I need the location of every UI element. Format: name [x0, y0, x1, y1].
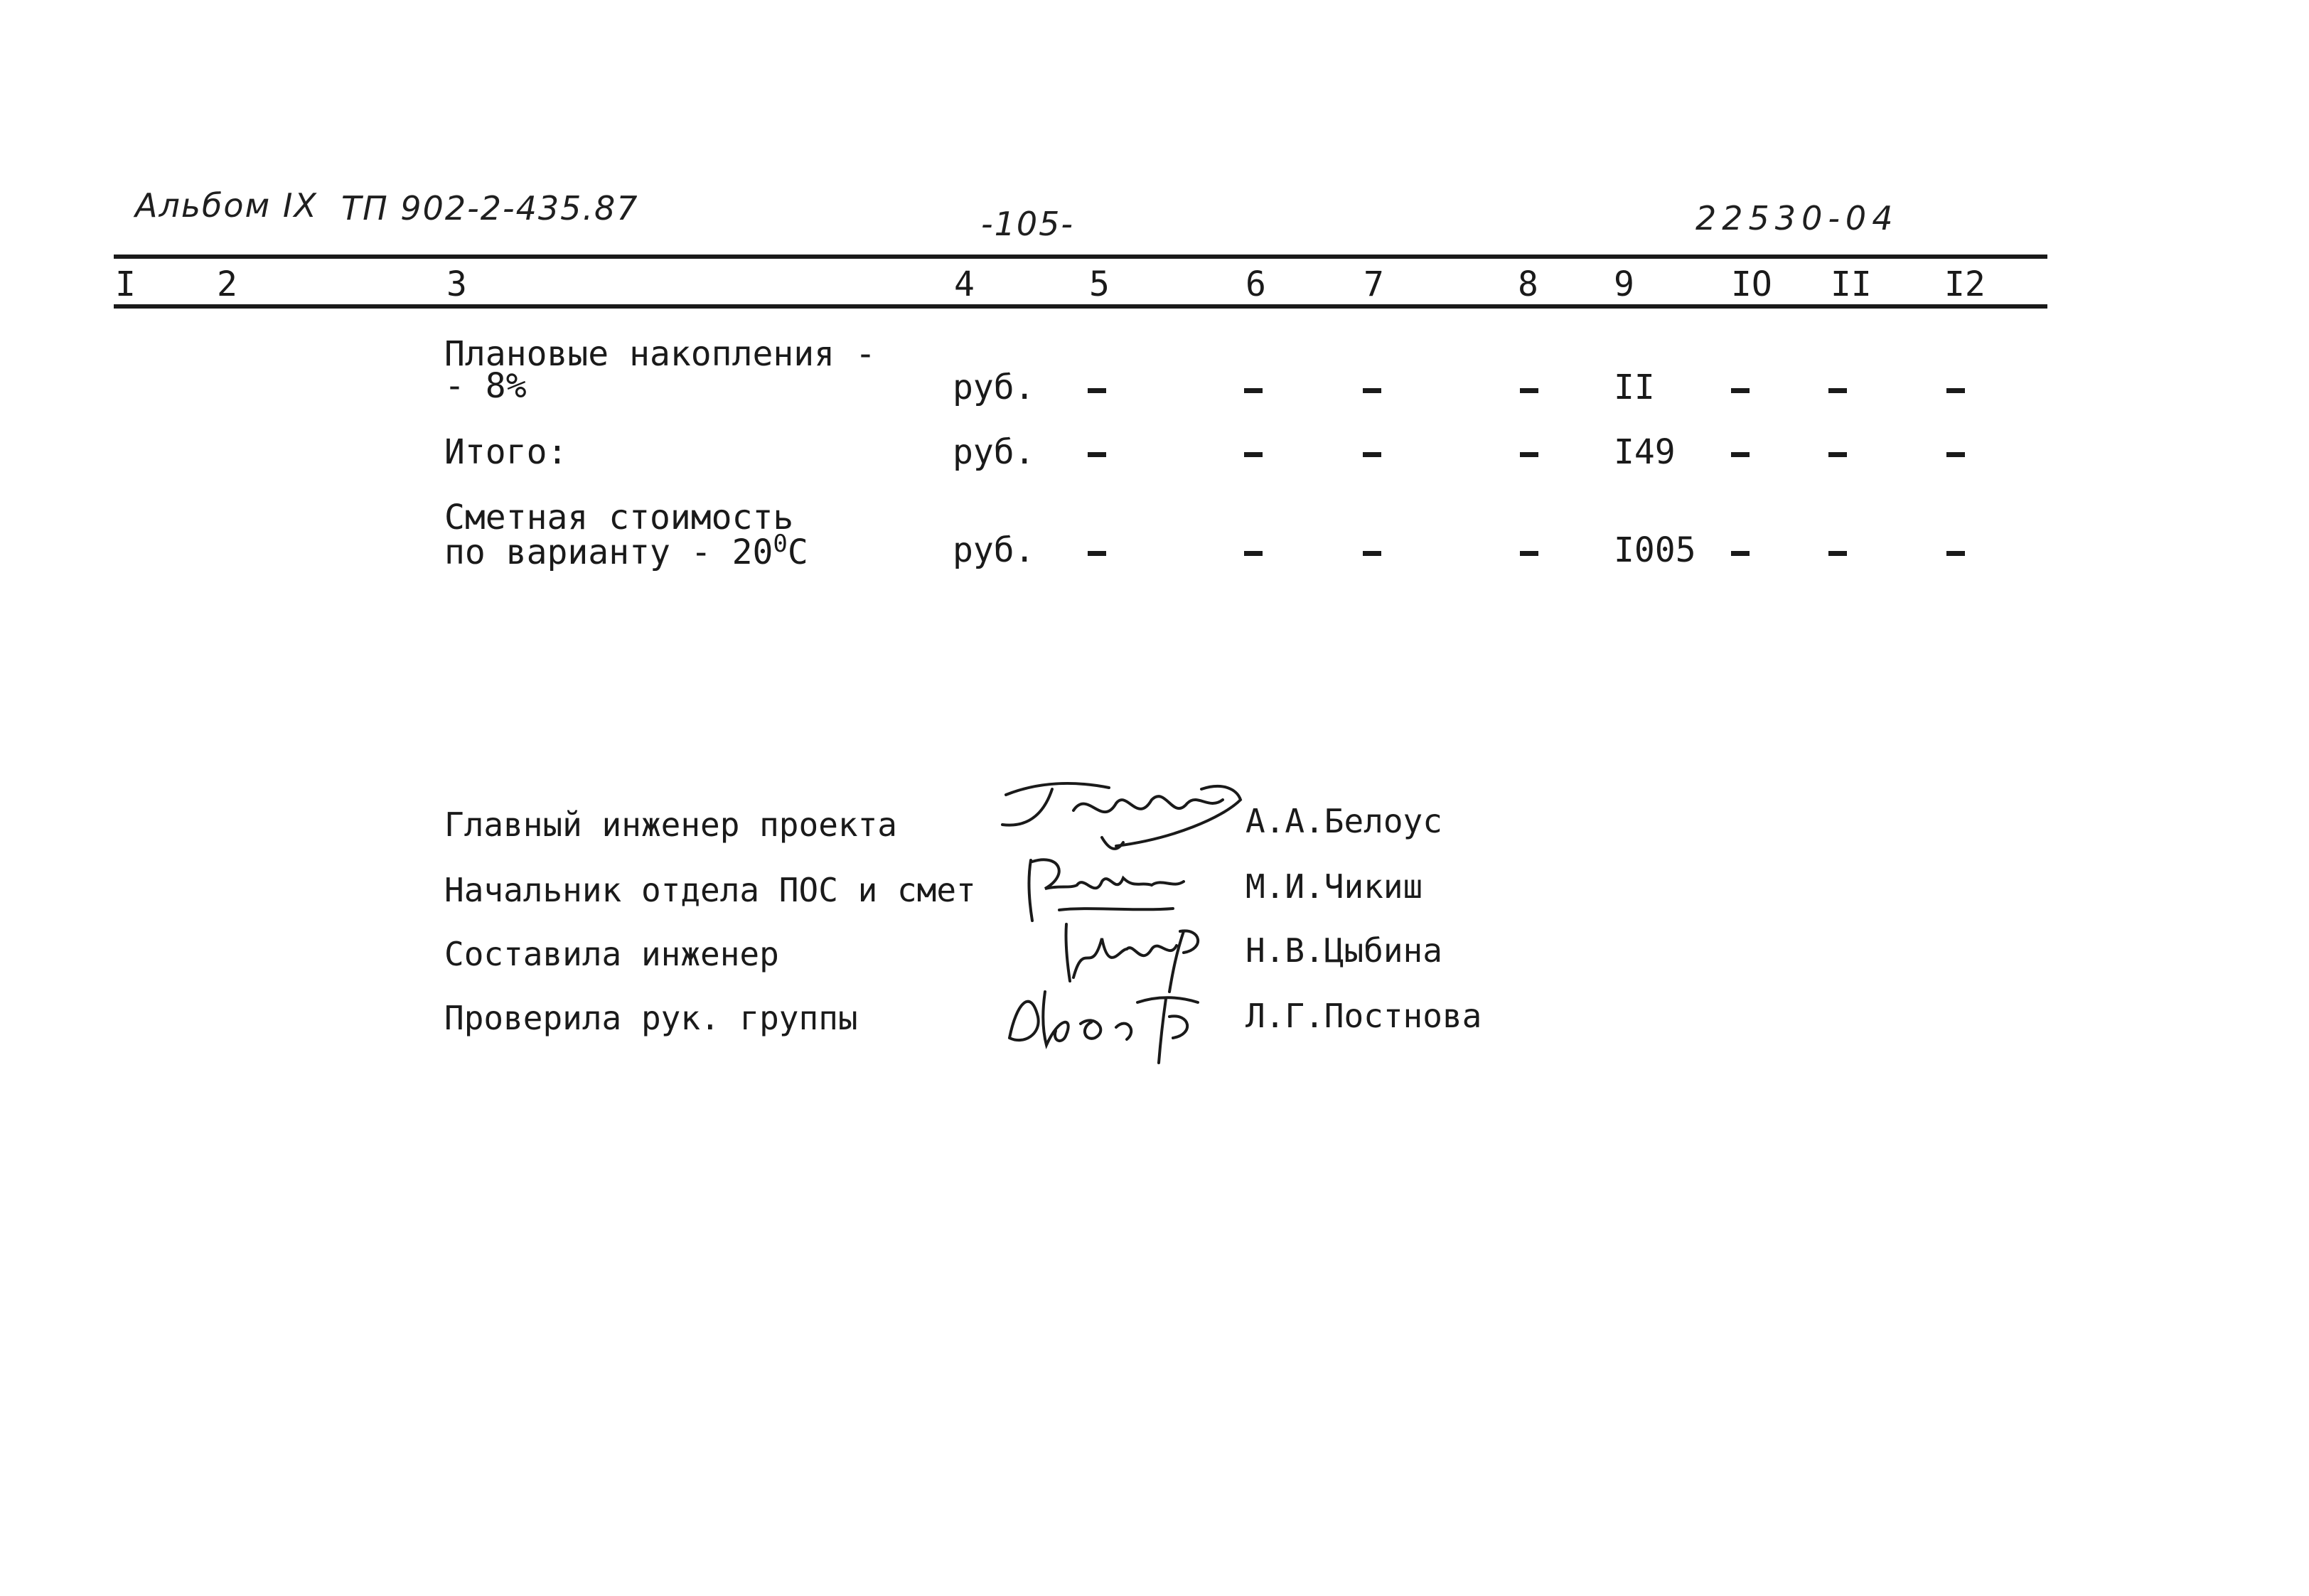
dash-col8	[1520, 388, 1538, 393]
column-number-12: I2	[1944, 264, 1986, 304]
table-header-rule	[114, 304, 2047, 309]
dash-col11	[1828, 388, 1847, 393]
table-top-rule	[114, 255, 2047, 259]
column-number-5: 5	[1089, 264, 1110, 304]
dash-col10	[1731, 551, 1750, 556]
dash-col6	[1244, 452, 1263, 457]
dash-col11	[1828, 452, 1847, 457]
dash-col10	[1731, 388, 1750, 393]
dash-col7	[1363, 452, 1381, 457]
dash-col7	[1363, 388, 1381, 393]
page-number: -105-	[981, 205, 1074, 243]
dash-col8	[1520, 452, 1538, 457]
signature-name: Л.Г.Постнова	[1245, 997, 1482, 1035]
row-unit: руб.	[953, 432, 1035, 472]
signature-name: М.И.Чикиш	[1245, 867, 1423, 906]
row-name-line1: Сметная стоимость	[444, 498, 794, 537]
dash-col10	[1731, 452, 1750, 457]
dash-col5	[1088, 388, 1106, 393]
dash-col5	[1088, 551, 1106, 556]
dash-col6	[1244, 551, 1263, 556]
handwritten-signature	[995, 974, 1223, 1066]
degree-superscript: 0	[773, 530, 788, 558]
column-number-4: 4	[954, 264, 975, 304]
column-number-1: I	[115, 264, 136, 304]
dash-col12	[1946, 551, 1965, 556]
dash-col11	[1828, 551, 1847, 556]
column-number-3: 3	[446, 264, 467, 304]
row-name-line2: по варианту - $20^0С$	[444, 530, 808, 572]
project-code: ТП 902-2-435.87	[341, 189, 639, 227]
signature-position: Главный инженер проекта	[444, 805, 897, 844]
row-name-line1: Плановые накопления -	[444, 334, 876, 374]
dash-col7	[1363, 551, 1381, 556]
album-label: Альбом IX	[135, 186, 318, 225]
signature-position: Составила инженер	[444, 935, 779, 973]
signature-position: Начальник отдела ПОС и смет	[444, 871, 976, 909]
signature-name: А.А.Белоус	[1245, 802, 1442, 840]
column-number-6: 6	[1245, 264, 1266, 304]
dash-col5	[1088, 452, 1106, 457]
dash-col12	[1946, 452, 1965, 457]
value-col9: I005	[1614, 530, 1696, 570]
dash-col12	[1946, 388, 1965, 393]
signature-name: Н.В.Цыбина	[1245, 931, 1442, 970]
value-col9: II	[1614, 368, 1655, 407]
row-name-line1: Итого:	[444, 432, 568, 472]
row-name-line2: - 8%	[444, 366, 527, 406]
column-number-7: 7	[1364, 264, 1384, 304]
column-number-8: 8	[1518, 264, 1538, 304]
column-number-11: II	[1831, 264, 1872, 304]
row-unit: руб.	[953, 530, 1035, 570]
dash-col8	[1520, 551, 1538, 556]
signature-position: Проверила рук. группы	[444, 999, 858, 1037]
document-number: 22530-04	[1695, 199, 1899, 237]
value-col9: I49	[1614, 432, 1676, 472]
row-unit: руб.	[953, 368, 1035, 407]
column-number-10: IO	[1731, 264, 1772, 304]
dash-col6	[1244, 388, 1263, 393]
column-number-2: 2	[217, 264, 237, 304]
column-number-9: 9	[1614, 264, 1634, 304]
